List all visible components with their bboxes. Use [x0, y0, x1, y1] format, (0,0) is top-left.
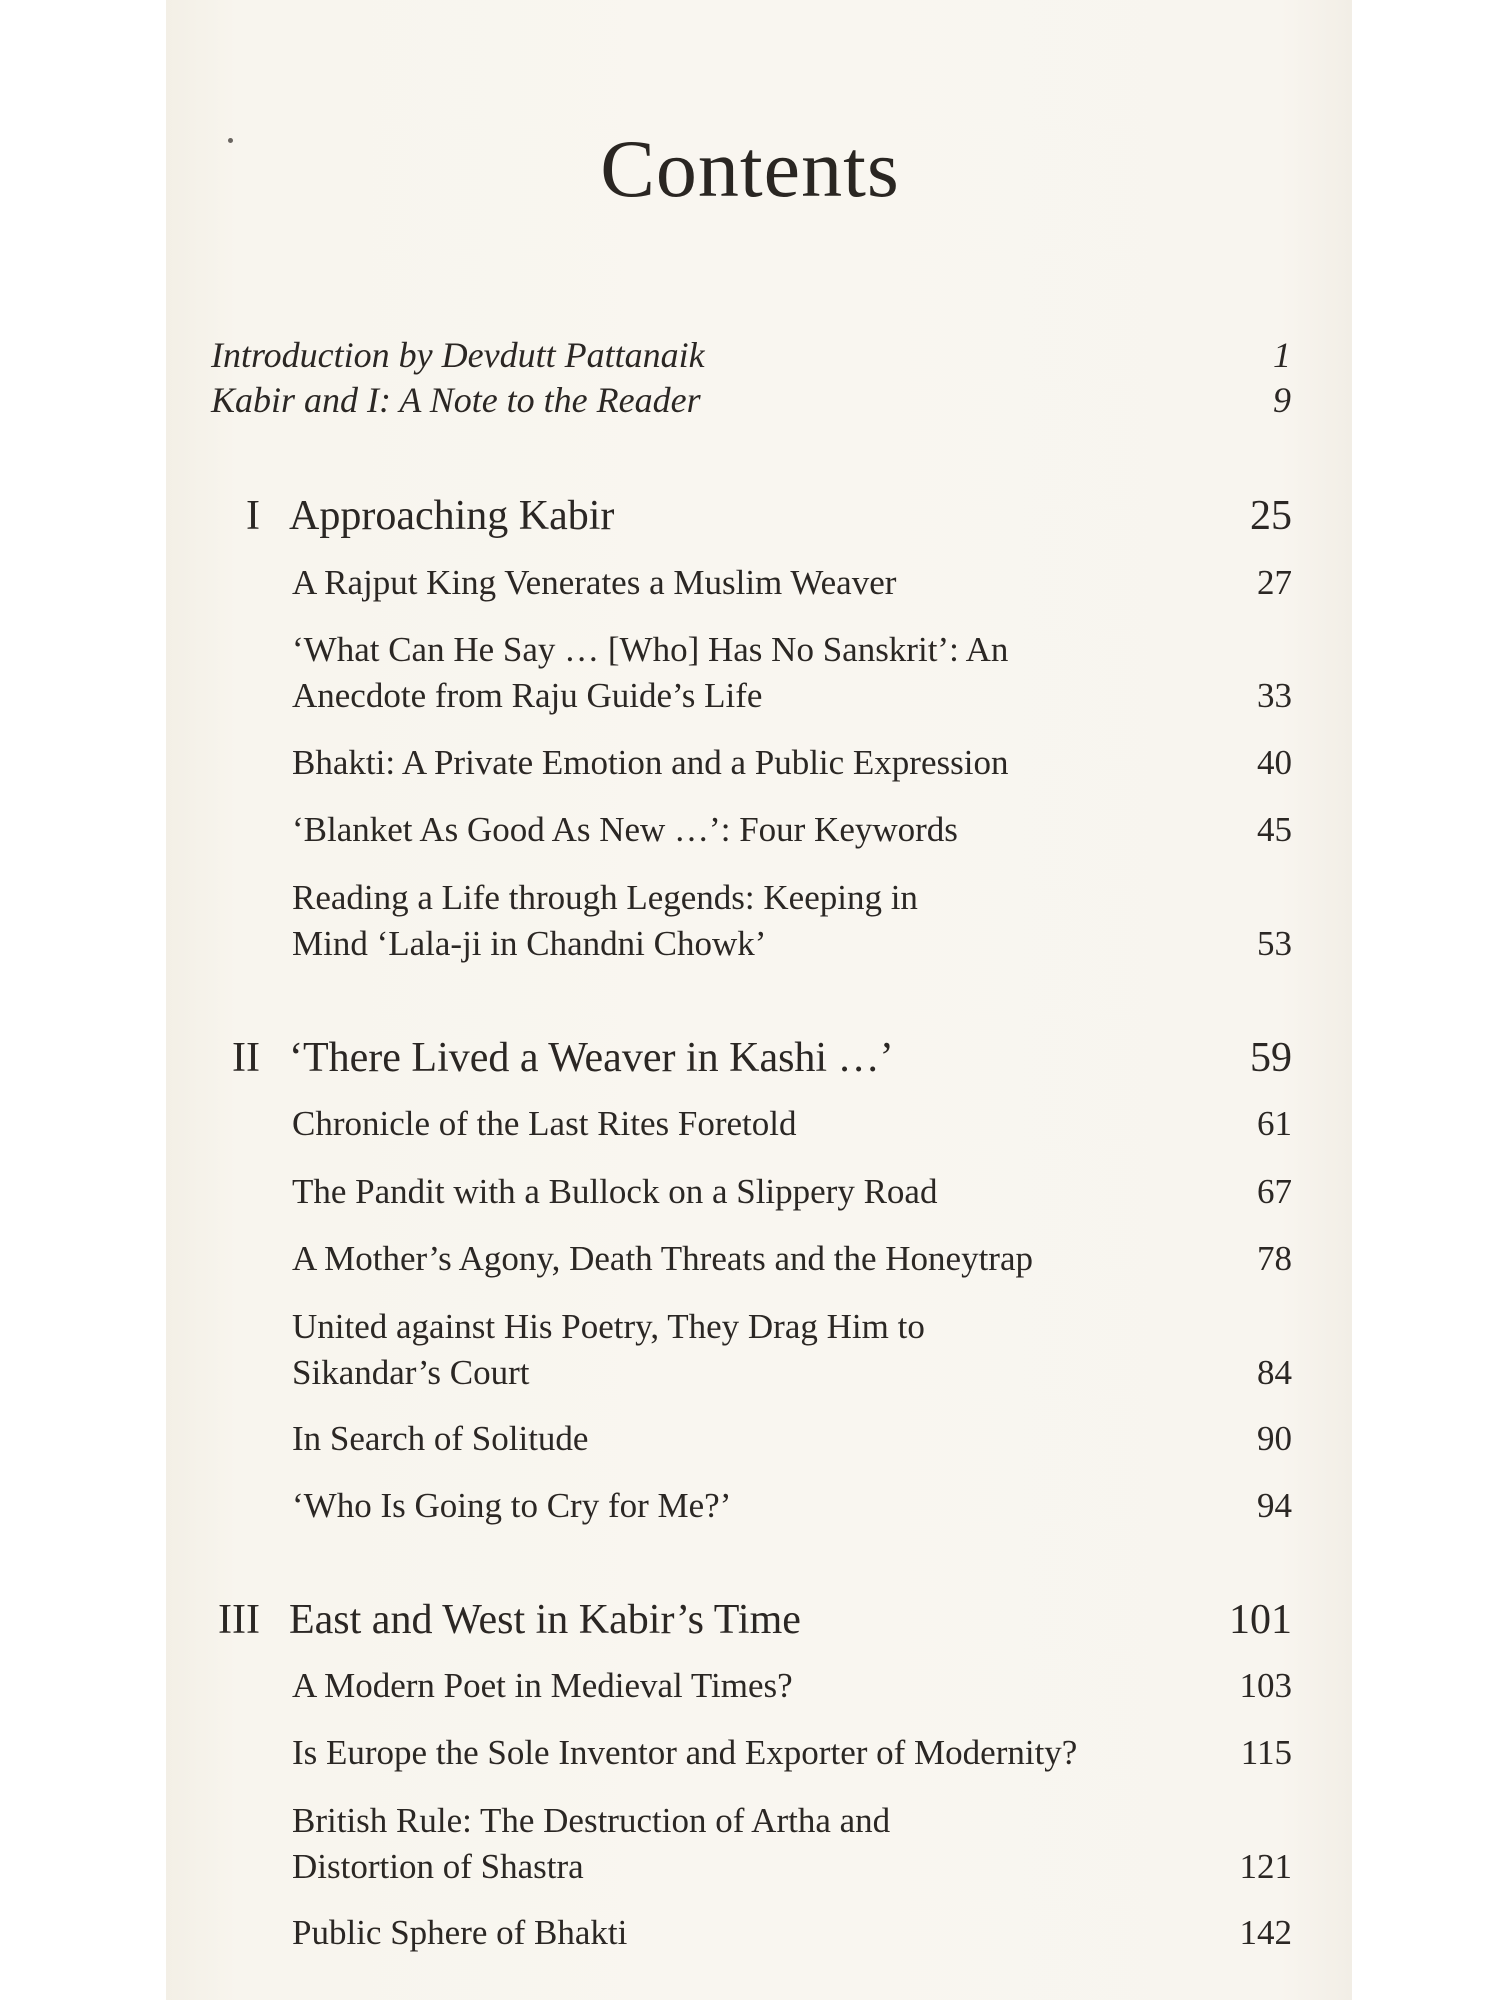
toc-chapter-entry [292, 1730, 1292, 1776]
page-number: 94 [1257, 1486, 1292, 1525]
part-title: ‘There Lived a Weaver in Kashi …’ [289, 1035, 894, 1081]
part-title: East and West in Kabir’s Time [289, 1597, 801, 1643]
part-numeral: II [232, 1035, 260, 1081]
chapter-title: Chronicle of the Last Rites Foretold [292, 1104, 797, 1143]
chapter-title: United against His Poetry, They Drag Him to Sikandar’s Court [292, 1307, 925, 1392]
page-number: 27 [1257, 563, 1292, 602]
entry-title: Introduction by Devdutt Pattanaik [211, 335, 705, 375]
toc-chapter-entry [292, 1663, 1292, 1709]
entry-title: Kabir and I: A Note to the Reader [211, 380, 701, 420]
toc-chapter-entry [292, 627, 1292, 719]
toc-chapter-entry [292, 1169, 1292, 1215]
page-number: 67 [1257, 1172, 1292, 1211]
page-number: 40 [1257, 743, 1292, 782]
page-number: 103 [1239, 1666, 1292, 1705]
page-number: 142 [1239, 1913, 1292, 1952]
chapter-title: Bhakti: A Private Emotion and a Public Expression [292, 743, 1009, 782]
toc-chapter-entry [292, 1910, 1292, 1956]
chapter-title: A Modern Poet in Medieval Times? [292, 1666, 793, 1705]
chapter-title: A Rajput King Venerates a Muslim Weaver [292, 563, 897, 602]
part-numeral: III [218, 1597, 260, 1643]
page-number: 53 [1257, 924, 1292, 963]
page-number: 9 [1273, 380, 1291, 420]
chapter-title: Is Europe the Sole Inventor and Exporter of Modernity? [292, 1733, 1078, 1772]
page-number: 101 [1229, 1597, 1292, 1643]
chapter-title: ‘What Can He Say … [Who] Has No Sanskrit’: An Anecdote from Raju Guide’s Life [292, 630, 1009, 715]
page-title: Contents [600, 123, 900, 214]
toc-chapter-entry [292, 1483, 1292, 1529]
toc-entry-front [211, 337, 1291, 373]
chapter-title: ‘Who Is Going to Cry for Me?’ [292, 1486, 732, 1525]
page-number: 45 [1257, 810, 1292, 849]
toc-chapter-entry [292, 807, 1292, 853]
chapter-title: A Mother’s Agony, Death Threats and the Honeytrap [292, 1239, 1033, 1278]
toc-entry-front [211, 382, 1291, 418]
toc-chapter-entry [292, 1101, 1292, 1147]
page-number: 25 [1250, 493, 1292, 539]
chapter-title: British Rule: The Destruction of Artha and Distortion of Shastra [292, 1801, 891, 1886]
chapter-title: The Pandit with a Bullock on a Slippery Road [292, 1172, 938, 1211]
page-number: 1 [1273, 335, 1291, 375]
page-number: 78 [1257, 1239, 1292, 1278]
page-number: 84 [1257, 1353, 1292, 1392]
part-numeral: I [246, 493, 260, 539]
chapter-title: ‘Blanket As Good As New …’: Four Keywords [292, 810, 958, 849]
toc-chapter-entry [292, 875, 1292, 967]
toc-chapter-entry [292, 1416, 1292, 1462]
chapter-title: In Search of Solitude [292, 1419, 589, 1458]
page-number: 33 [1257, 676, 1292, 715]
chapter-title: Public Sphere of Bhakti [292, 1913, 628, 1952]
toc-chapter-entry [292, 740, 1292, 786]
toc-chapter-entry [292, 1304, 1292, 1396]
chapter-title: Reading a Life through Legends: Keeping in Mind ‘Lala-ji in Chandni Chowk’ [292, 878, 918, 963]
page-number: 59 [1250, 1035, 1292, 1081]
toc-chapter-entry [292, 1236, 1292, 1282]
toc-chapter-entry [292, 560, 1292, 606]
page-number: 90 [1257, 1419, 1292, 1458]
part-title: Approaching Kabir [289, 493, 615, 539]
toc-chapter-entry [292, 1798, 1292, 1890]
page-number: 121 [1239, 1847, 1292, 1886]
page-number: 115 [1240, 1733, 1292, 1772]
page-number: 61 [1257, 1104, 1292, 1143]
